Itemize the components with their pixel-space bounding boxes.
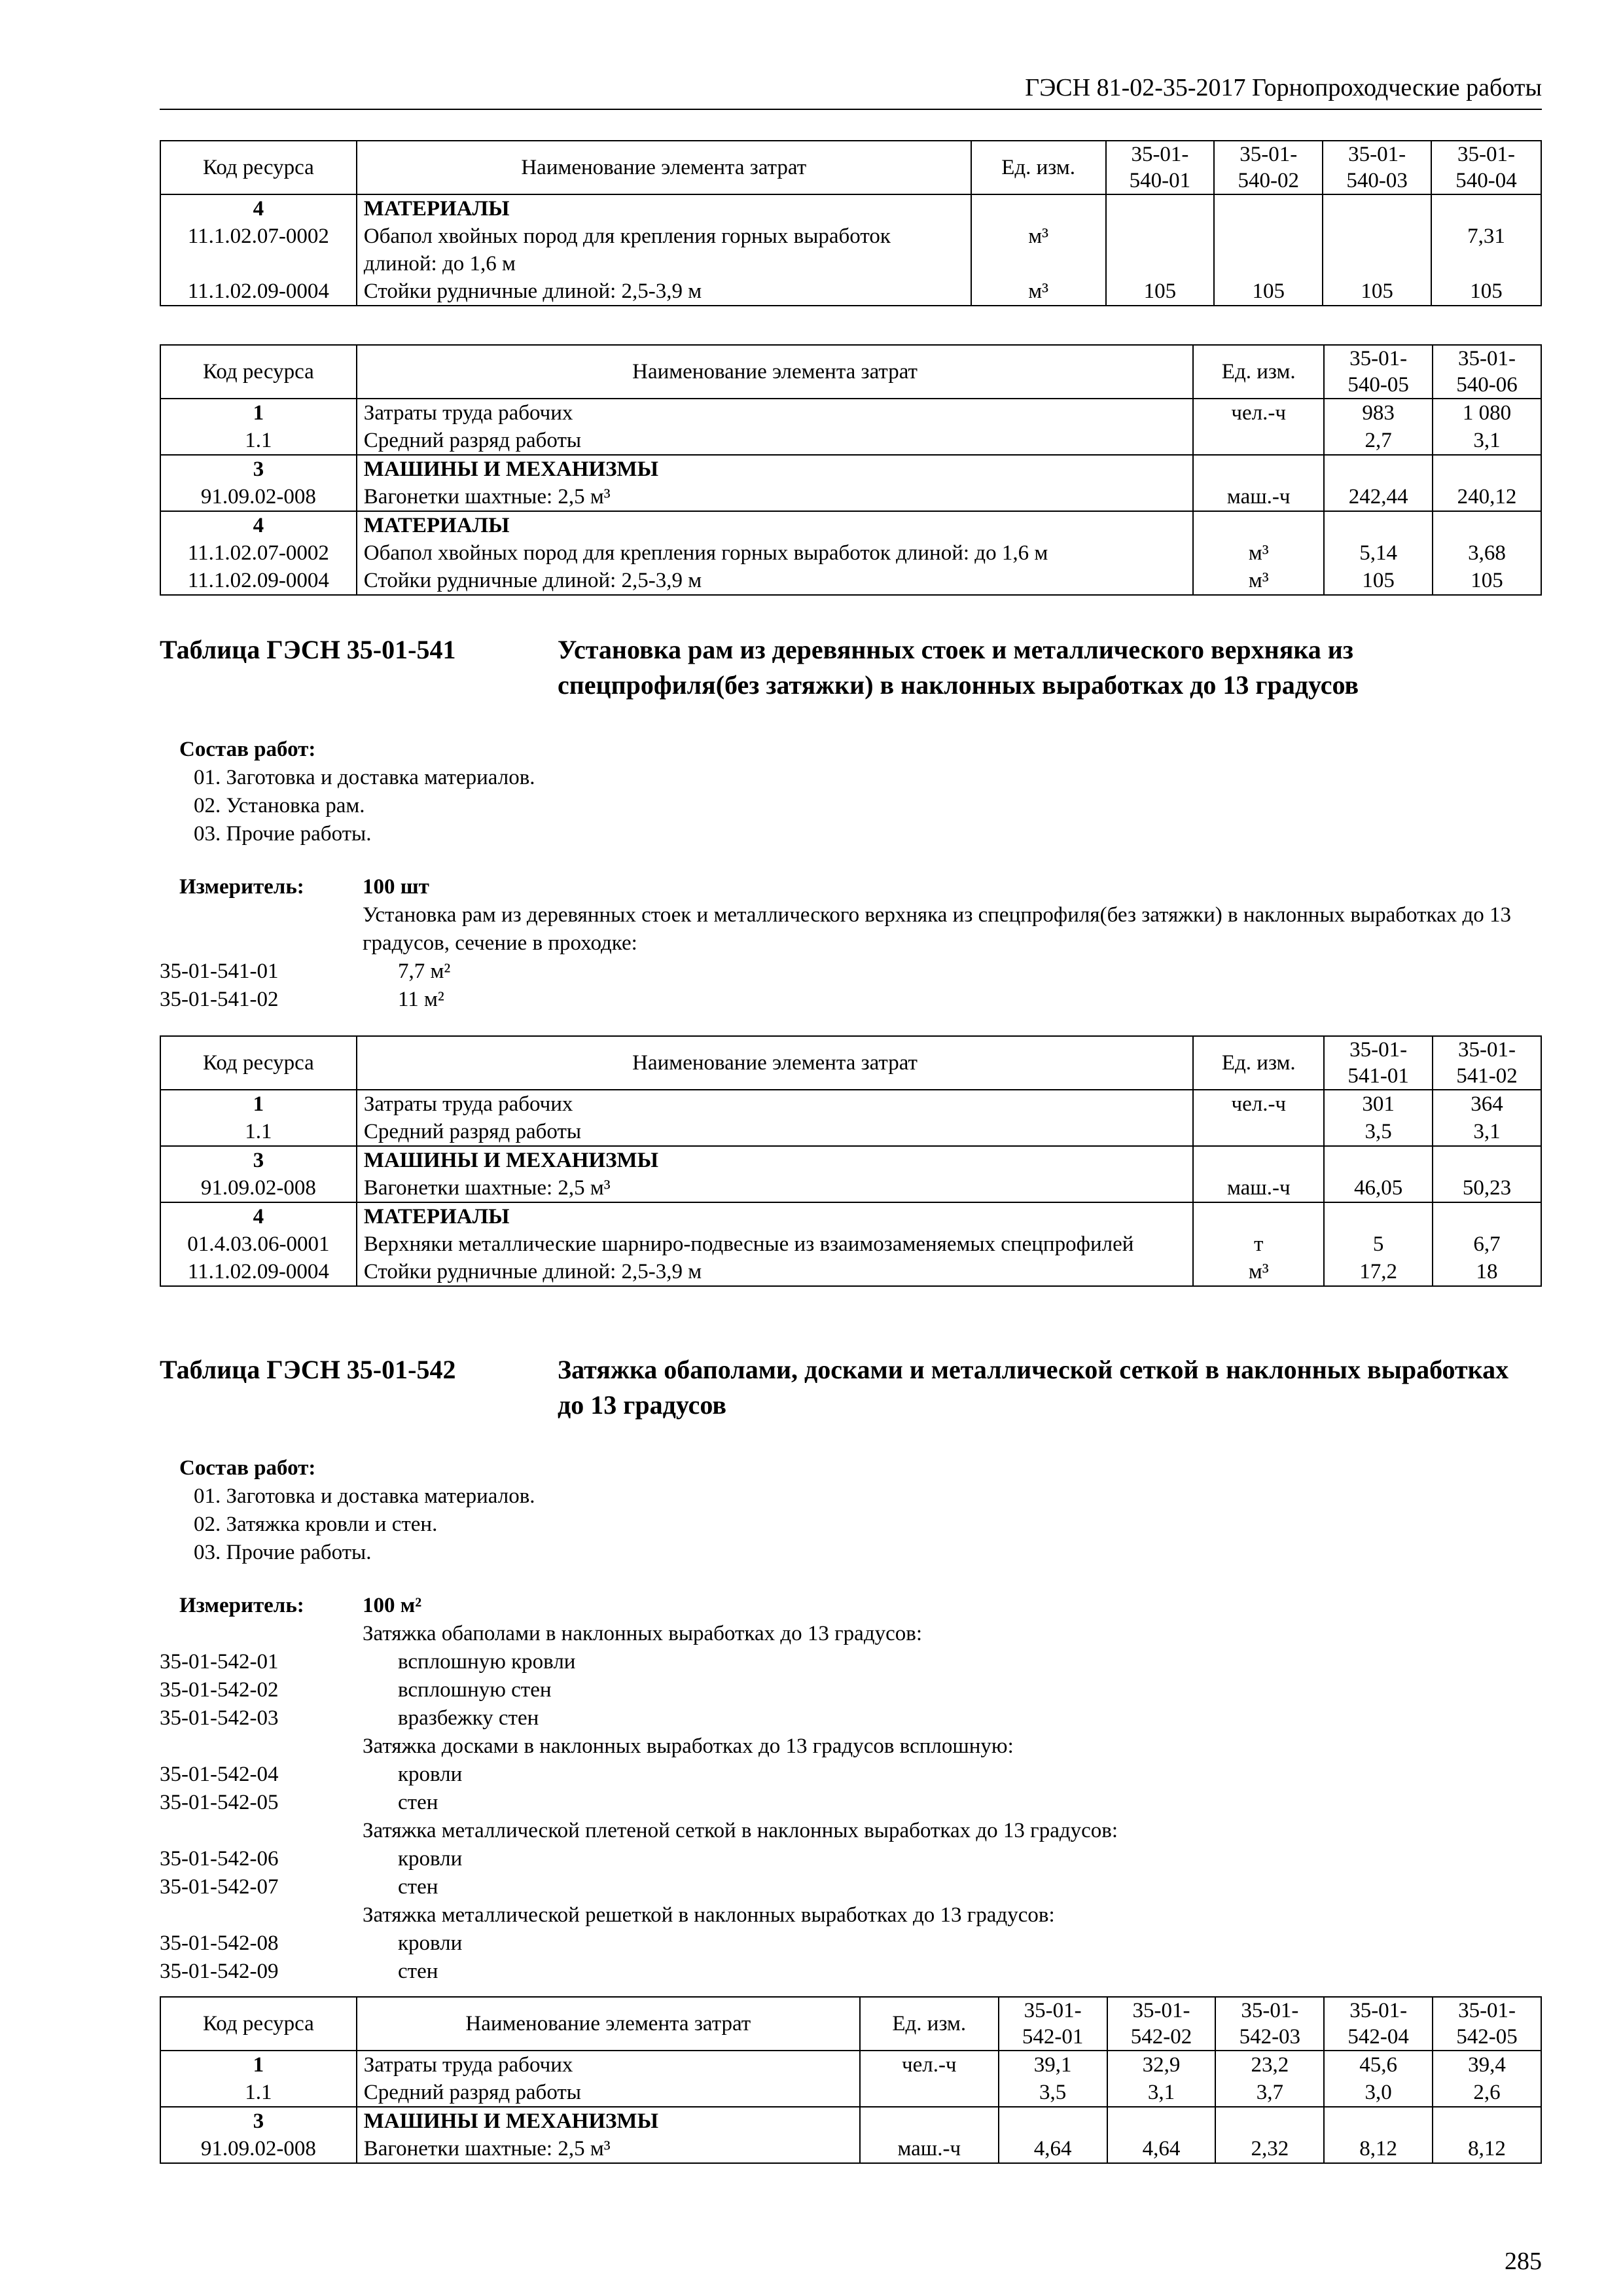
works-label: Состав работ: (179, 1456, 316, 1480)
cell: чел.-ч (860, 2051, 999, 2079)
cell: Средний разряд работы (357, 427, 1193, 455)
table-row (160, 399, 1541, 427)
cell: Вагонетки шахтные: 2,5 м³ (357, 2135, 860, 2163)
cell: 3,5 (1324, 1118, 1433, 1146)
cell: 18 (1433, 1258, 1541, 1286)
table-row (160, 2135, 1541, 2163)
cell: маш.-ч (860, 2135, 999, 2163)
cell: 240,12 (1433, 483, 1541, 511)
cell: 3 (160, 455, 357, 483)
table-title: Затяжка обаполами, досками и металлической сеткой в наклонных выработках до 13 градусов (558, 1355, 1509, 1420)
col-header-unit: Ед. изм. (860, 1997, 999, 2051)
cell (1324, 1202, 1433, 1230)
cell: 91.09.02-008 (160, 483, 357, 511)
col-header-code: Код ресурса (160, 345, 357, 399)
cell (1193, 1146, 1324, 1174)
works-label: Состав работ: (179, 738, 316, 761)
item-code: 35-01-541-02 (160, 988, 279, 1011)
cell: 105 (1431, 278, 1541, 306)
works-item: 03. Прочие работы. (194, 1541, 372, 1564)
cell: маш.-ч (1193, 483, 1324, 511)
cell (971, 194, 1106, 223)
running-header: ГЭСН 81-02-35-2017 Горнопроходческие работы (160, 73, 1542, 110)
cell: Стойки рудничные длиной: 2,5-3,9 м (357, 278, 971, 306)
cell: Затраты труда рабочих (357, 399, 1193, 427)
cell: 46,05 (1324, 1174, 1433, 1202)
cell (1193, 511, 1324, 539)
item-text: 7,7 м² (398, 960, 451, 983)
meter-block-542 (160, 1592, 1542, 1986)
cell: 3,68 (1433, 539, 1541, 567)
cell: МАТЕРИАЛЫ (357, 511, 1193, 539)
cell: 1 (160, 1090, 357, 1118)
cell: 2,32 (1215, 2135, 1324, 2163)
cell: 32,9 (1107, 2051, 1216, 2079)
cell: Затраты труда рабочих (357, 1090, 1194, 1118)
cell: 242,44 (1324, 483, 1433, 511)
meter-value: 100 м² (363, 1594, 422, 1617)
cell: чел.-ч (1193, 399, 1324, 427)
cell: 3,1 (1107, 2079, 1216, 2107)
cell: 11.1.02.07-0002 (160, 223, 357, 278)
table-row (160, 278, 1541, 306)
cell: 1.1 (160, 1118, 357, 1146)
cell: Вагонетки шахтные: 2,5 м³ (357, 1174, 1194, 1202)
cell (1433, 2107, 1541, 2135)
table-row (160, 223, 1541, 278)
item-text: 11 м² (398, 988, 444, 1011)
table-row (160, 483, 1541, 511)
table-title: Установка рам из деревянных стоек и металлического верхняка из спецпрофиля(без затяжки) в наклонных выработках до 13 градусов (558, 635, 1359, 700)
col-header: 35-01-540-02 (1214, 141, 1323, 194)
works-composition-542 (160, 1454, 1534, 1567)
table-row (160, 1118, 1541, 1146)
cell: Средний разряд работы (357, 2079, 860, 2107)
works-item: 03. Прочие работы. (194, 822, 372, 846)
cell (1433, 511, 1541, 539)
cell: 11.1.02.07-0002 (160, 539, 357, 567)
item-row: 35-01-542-07 стен (160, 1875, 438, 1899)
table-row (160, 1174, 1541, 1202)
col-header: 35-01-540-04 (1431, 141, 1541, 194)
cell (1324, 2107, 1433, 2135)
cell: 1.1 (160, 427, 357, 455)
item-row (160, 986, 1542, 1014)
cell (1193, 455, 1324, 483)
table-row (160, 427, 1541, 455)
item-row: 35-01-542-09 стен (160, 1960, 438, 1983)
table-header-row (160, 1997, 1541, 2051)
works-item: 01. Заготовка и доставка материалов. (194, 766, 535, 789)
table-row (160, 2107, 1541, 2135)
cell: 91.09.02-008 (160, 1174, 357, 1202)
col-header-name: Наименование элемента затрат (357, 1036, 1194, 1090)
cell: 39,1 (999, 2051, 1107, 2079)
cell: м³ (1193, 1258, 1324, 1286)
item-row (160, 958, 1542, 986)
cell: 11.1.02.09-0004 (160, 1258, 357, 1286)
cell: 3 (160, 2107, 357, 2135)
col-header-code: Код ресурса (160, 1036, 357, 1090)
works-item: 02. Затяжка кровли и стен. (194, 1513, 438, 1536)
cell: 1 (160, 2051, 357, 2079)
cell (1323, 223, 1431, 278)
cell: 11.1.02.09-0004 (160, 567, 357, 595)
col-header-unit: Ед. изм. (1193, 1036, 1324, 1090)
cell: 4,64 (999, 2135, 1107, 2163)
table-label: Таблица ГЭСН 35-01-542 (160, 1355, 456, 1384)
cell (1193, 1118, 1324, 1146)
cell: 3,0 (1324, 2079, 1433, 2107)
item-row: 35-01-542-05 стен (160, 1791, 438, 1814)
cell: 105 (1106, 278, 1215, 306)
col-header: 35-01-541-01 (1324, 1036, 1433, 1090)
cell: 2,6 (1433, 2079, 1541, 2107)
cell (1433, 1146, 1541, 1174)
cell: 105 (1433, 567, 1541, 595)
resource-table-542 (160, 1996, 1542, 2164)
cell: 3,1 (1433, 427, 1541, 455)
cell: 8,12 (1324, 2135, 1433, 2163)
cell: 3,7 (1215, 2079, 1324, 2107)
cell: м³ (971, 278, 1106, 306)
works-composition-541 (160, 736, 1534, 848)
cell: 7,31 (1431, 223, 1541, 278)
col-header: 35-01-540-06 (1433, 345, 1541, 399)
meter-description: Установка рам из деревянных стоек и металлического верхняка из спецпрофиля(без затяжки) в наклонных выработках до 13 градусов, сечение в проходке: (363, 903, 1512, 955)
cell: МАШИНЫ И МЕХАНИЗМЫ (357, 2107, 860, 2135)
cell: 105 (1324, 567, 1433, 595)
cell: 01.4.03.06-0001 (160, 1230, 357, 1258)
item-row: 35-01-542-03 вразбежку стен (160, 1706, 539, 1730)
cell: 1 080 (1433, 399, 1541, 427)
cell: 983 (1324, 399, 1433, 427)
cell: 4 (160, 194, 357, 223)
cell: Обапол хвойных пород для крепления горных выработок длиной: до 1,6 м (357, 223, 971, 278)
cell (1324, 455, 1433, 483)
cell (1214, 194, 1323, 223)
meter-label: Измеритель: (179, 1594, 304, 1617)
col-header-name: Наименование элемента затрат (357, 1997, 860, 2051)
cell: МАТЕРИАЛЫ (357, 1202, 1194, 1230)
col-header-unit: Ед. изм. (1193, 345, 1324, 399)
works-item: 02. Установка рам. (194, 794, 365, 817)
cell: 45,6 (1324, 2051, 1433, 2079)
cell: м³ (971, 223, 1106, 278)
col-header-name: Наименование элемента затрат (357, 141, 971, 194)
table-row (160, 2079, 1541, 2107)
cell: 4 (160, 1202, 357, 1230)
col-header: 35-01-542-03 (1215, 1997, 1324, 2051)
cell: чел.-ч (1193, 1090, 1324, 1118)
group-description: Затяжка досками в наклонных выработках до 13 градусов всплошную: (363, 1734, 1014, 1758)
cell: 91.09.02-008 (160, 2135, 357, 2163)
cell: 39,4 (1433, 2051, 1541, 2079)
table-row (160, 1230, 1541, 1258)
cell: Стойки рудничные длиной: 2,5-3,9 м (357, 1258, 1194, 1286)
cell: 3,5 (999, 2079, 1107, 2107)
resource-table-541 (160, 1035, 1542, 1287)
cell (1106, 194, 1215, 223)
cell: 3,1 (1433, 1118, 1541, 1146)
cell (1214, 223, 1323, 278)
table-row (160, 1202, 1541, 1230)
resource-table-540-part2 (160, 344, 1542, 596)
group-description: Затяжка металлической плетеной сеткой в наклонных выработках до 13 градусов: (363, 1819, 1118, 1842)
cell (1324, 511, 1433, 539)
group-description: Затяжка металлической решеткой в наклонных выработках до 13 градусов: (363, 1903, 1055, 1927)
meter-label: Измеритель: (179, 875, 304, 899)
meter-value: 100 шт (363, 875, 429, 899)
cell (1433, 1202, 1541, 1230)
section-title-542 (160, 1352, 1542, 1423)
works-item: 01. Заготовка и доставка материалов. (194, 1484, 535, 1508)
cell (1193, 427, 1324, 455)
cell: 5 (1324, 1230, 1433, 1258)
cell: м³ (1193, 539, 1324, 567)
col-header: 35-01-542-04 (1324, 1997, 1433, 2051)
cell (1324, 1146, 1433, 1174)
col-header-code: Код ресурса (160, 1997, 357, 2051)
table-label: Таблица ГЭСН 35-01-541 (160, 635, 456, 664)
cell: Верхняки металлические шарниро-подвесные из взаимозаменяемых спецпрофилей (357, 1230, 1194, 1258)
cell (1431, 194, 1541, 223)
cell (860, 2107, 999, 2135)
item-row: 35-01-542-04 кровли (160, 1763, 463, 1786)
cell: Затраты труда рабочих (357, 2051, 860, 2079)
col-header-code: Код ресурса (160, 141, 357, 194)
cell (1215, 2107, 1324, 2135)
cell (1193, 1202, 1324, 1230)
table-row (160, 194, 1541, 223)
col-header: 35-01-540-03 (1323, 141, 1431, 194)
table-row (160, 511, 1541, 539)
cell: т (1193, 1230, 1324, 1258)
cell: м³ (1193, 567, 1324, 595)
cell: 17,2 (1324, 1258, 1433, 1286)
page-number: 285 (1505, 2248, 1542, 2275)
table-row (160, 539, 1541, 567)
cell: 1.1 (160, 2079, 357, 2107)
cell: Вагонетки шахтные: 2,5 м³ (357, 483, 1193, 511)
cell (999, 2107, 1107, 2135)
cell (1107, 2107, 1216, 2135)
cell: 4,64 (1107, 2135, 1216, 2163)
table-header-row (160, 345, 1541, 399)
cell: 23,2 (1215, 2051, 1324, 2079)
table-header-row (160, 1036, 1541, 1090)
cell: 105 (1323, 278, 1431, 306)
cell (1433, 455, 1541, 483)
col-header-unit: Ед. изм. (971, 141, 1106, 194)
cell: МАТЕРИАЛЫ (357, 194, 971, 223)
cell: МАШИНЫ И МЕХАНИЗМЫ (357, 455, 1193, 483)
cell: 8,12 (1433, 2135, 1541, 2163)
col-header: 35-01-541-02 (1433, 1036, 1541, 1090)
col-header: 35-01-542-05 (1433, 1997, 1541, 2051)
item-row: 35-01-542-08 кровли (160, 1931, 463, 1955)
table-row (160, 2051, 1541, 2079)
cell: Обапол хвойных пород для крепления горных выработок длиной: до 1,6 м (357, 539, 1193, 567)
table-row (160, 1146, 1541, 1174)
item-row: 35-01-542-01 всплошную кровли (160, 1650, 576, 1674)
cell: 2,7 (1324, 427, 1433, 455)
cell: 301 (1324, 1090, 1433, 1118)
col-header: 35-01-540-01 (1106, 141, 1215, 194)
cell (860, 2079, 999, 2107)
table-row (160, 455, 1541, 483)
item-row: 35-01-542-06 кровли (160, 1847, 463, 1871)
col-header: 35-01-542-02 (1107, 1997, 1216, 2051)
cell: 11.1.02.09-0004 (160, 278, 357, 306)
cell: Стойки рудничные длиной: 2,5-3,9 м (357, 567, 1193, 595)
cell (1106, 223, 1215, 278)
table-row (160, 1258, 1541, 1286)
table-row (160, 567, 1541, 595)
cell: 6,7 (1433, 1230, 1541, 1258)
section-title-541 (160, 632, 1542, 703)
table-row (160, 1090, 1541, 1118)
cell: 364 (1433, 1090, 1541, 1118)
cell: 4 (160, 511, 357, 539)
table-header-row (160, 141, 1541, 194)
group-description: Затяжка обаполами в наклонных выработках до 13 градусов: (363, 1622, 923, 1645)
item-row: 35-01-542-02 всплошную стен (160, 1678, 552, 1702)
cell: 105 (1214, 278, 1323, 306)
cell: МАШИНЫ И МЕХАНИЗМЫ (357, 1146, 1194, 1174)
col-header: 35-01-542-01 (999, 1997, 1107, 2051)
cell (1323, 194, 1431, 223)
meter-block-541 (160, 873, 1542, 1014)
cell: 3 (160, 1146, 357, 1174)
resource-table-540-part1 (160, 140, 1542, 306)
cell: 5,14 (1324, 539, 1433, 567)
cell: маш.-ч (1193, 1174, 1324, 1202)
cell: 1 (160, 399, 357, 427)
item-code: 35-01-541-01 (160, 960, 279, 983)
cell: 50,23 (1433, 1174, 1541, 1202)
meter-row (160, 1592, 1542, 1620)
cell: Средний разряд работы (357, 1118, 1194, 1146)
col-header-name: Наименование элемента затрат (357, 345, 1193, 399)
col-header: 35-01-540-05 (1324, 345, 1433, 399)
meter-row (160, 873, 1542, 901)
